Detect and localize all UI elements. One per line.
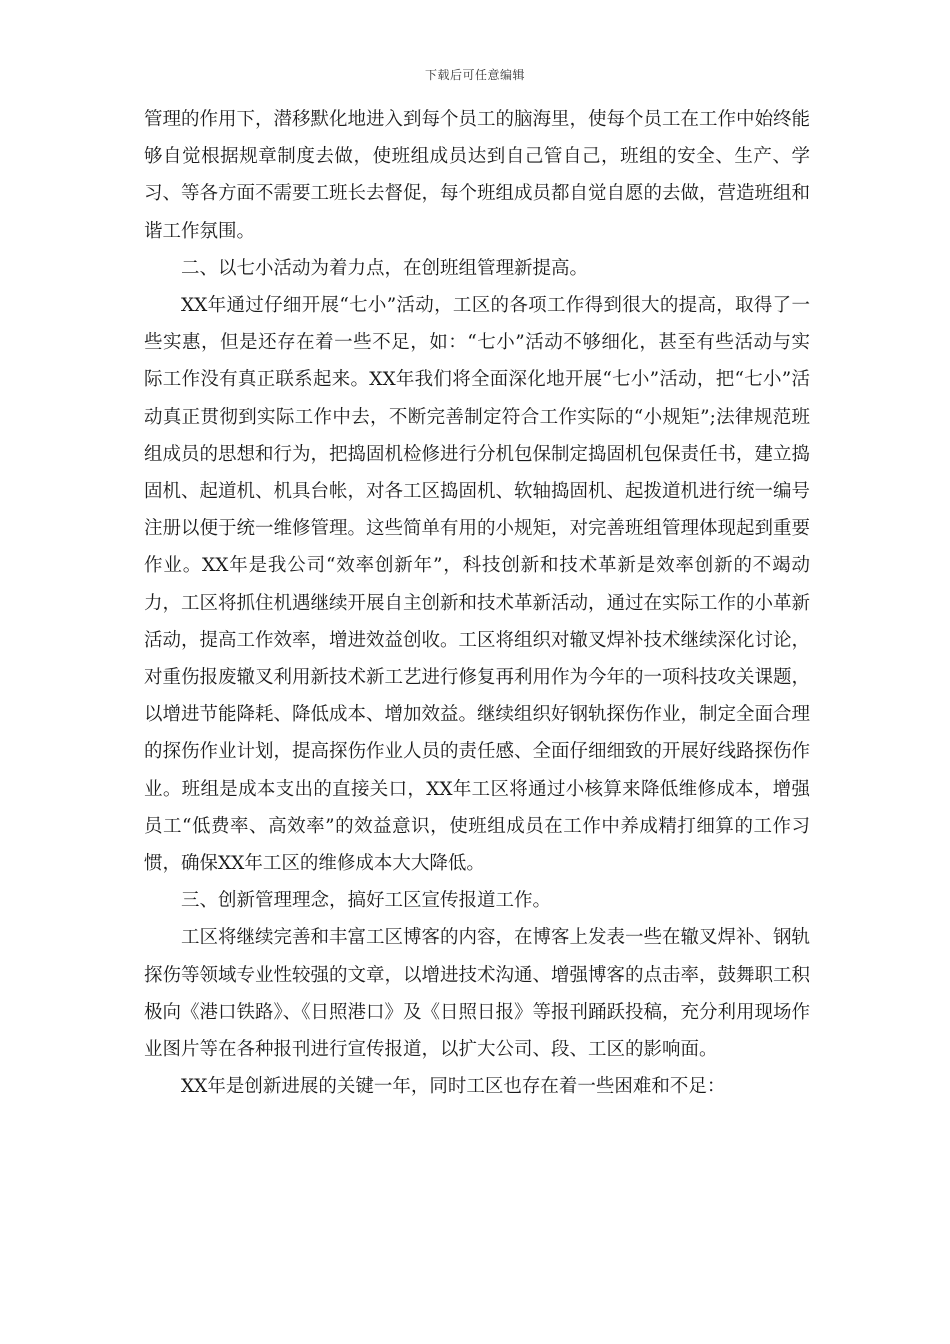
- paragraph-publicity: 工区将继续完善和丰富工区博客的内容，在博客上发表一些在辙叉焊补、钢轨探伤等领域专业性较强的文章，以增进技术沟通、增强博客的点击率，鼓舞职工积极向《港口铁路》、《日照港口》及《日照日报》等报刊踊跃投稿，充分利用现场作业图片等在各种报刊进行宣传报道，以扩大公司、段、工区的影响面。: [144, 927, 811, 1061]
- paragraph-continuation: 管理的作用下，潜移默化地进入到每个员工的脑海里，使每个员工在工作中始终能够自觉根据规章制度去做，使班组成员达到自己管自己，班组的安全、生产、学习、等各方面不需要工班长去督促，每个班组成员都自觉自愿的去做，营造班组和谐工作氛围。: [144, 109, 811, 242]
- paragraph-seven-small-activities: XX年通过仔细开展“七小”活动，工区的各项工作得到很大的提高，取得了一些实惠，但是还存在着一些不足，如：“七小”活动不够细化，甚至有些活动与实际工作没有真正联系起来。XX年我们将全面深化地开展“七小”活动，把“七小”活动真正贯彻到实际工作中去，不断完善制定符合工作实际的“小规矩”;法律规范班组成员的思想和行为，把捣固机检修进行分机包保制定捣固机包保责任书，建立捣固机、起道机、机具台帐，对各工区捣固机、软轴捣固机、起拨道机进行统一编号注册以便于统一维修管理。这些简单有用的小规矩，对完善班组管理体现起到重要作业。XX年是我公司“效率创新年”，科技创新和技术革新是效率创新的不竭动力，工区将抓住机遇继续开展自主创新和技术革新活动，通过在实际工作的小革新活动，提高工作效率，增进效益创收。工区将组织对辙叉焊补技术继续深化讨论，对重伤报废辙叉利用新技术新工艺进行修复再利用作为今年的一项科技攻关课题，以增进节能降耗、降低成本、增加效益。继续组织好钢轨探伤作业，制定全面合理的探伤作业计划，提高探伤作业人员的责任感、全面仔细细致的开展好线路探伤作业。班组是成本支出的直接关口，XX年工区将通过小核算来降低维修成本，增强员工“低费率、高效率”的效益意识，使班组成员在工作中养成精打细算的工作习惯，确保XX年工区的维修成本大大降低。: [144, 295, 811, 875]
- document-body: [144, 101, 810, 1105]
- page-header: 下载后可任意编辑: [424, 68, 525, 82]
- section-heading-two: 二、以七小活动为着力点，在创班组管理新提高。: [181, 257, 589, 279]
- section-heading-three: 三、创新管理理念，搞好工区宣传报道工作。: [181, 890, 552, 912]
- paragraph-closing: XX年是创新进展的关键一年，同时工区也存在着一些困难和不足：: [181, 1076, 726, 1098]
